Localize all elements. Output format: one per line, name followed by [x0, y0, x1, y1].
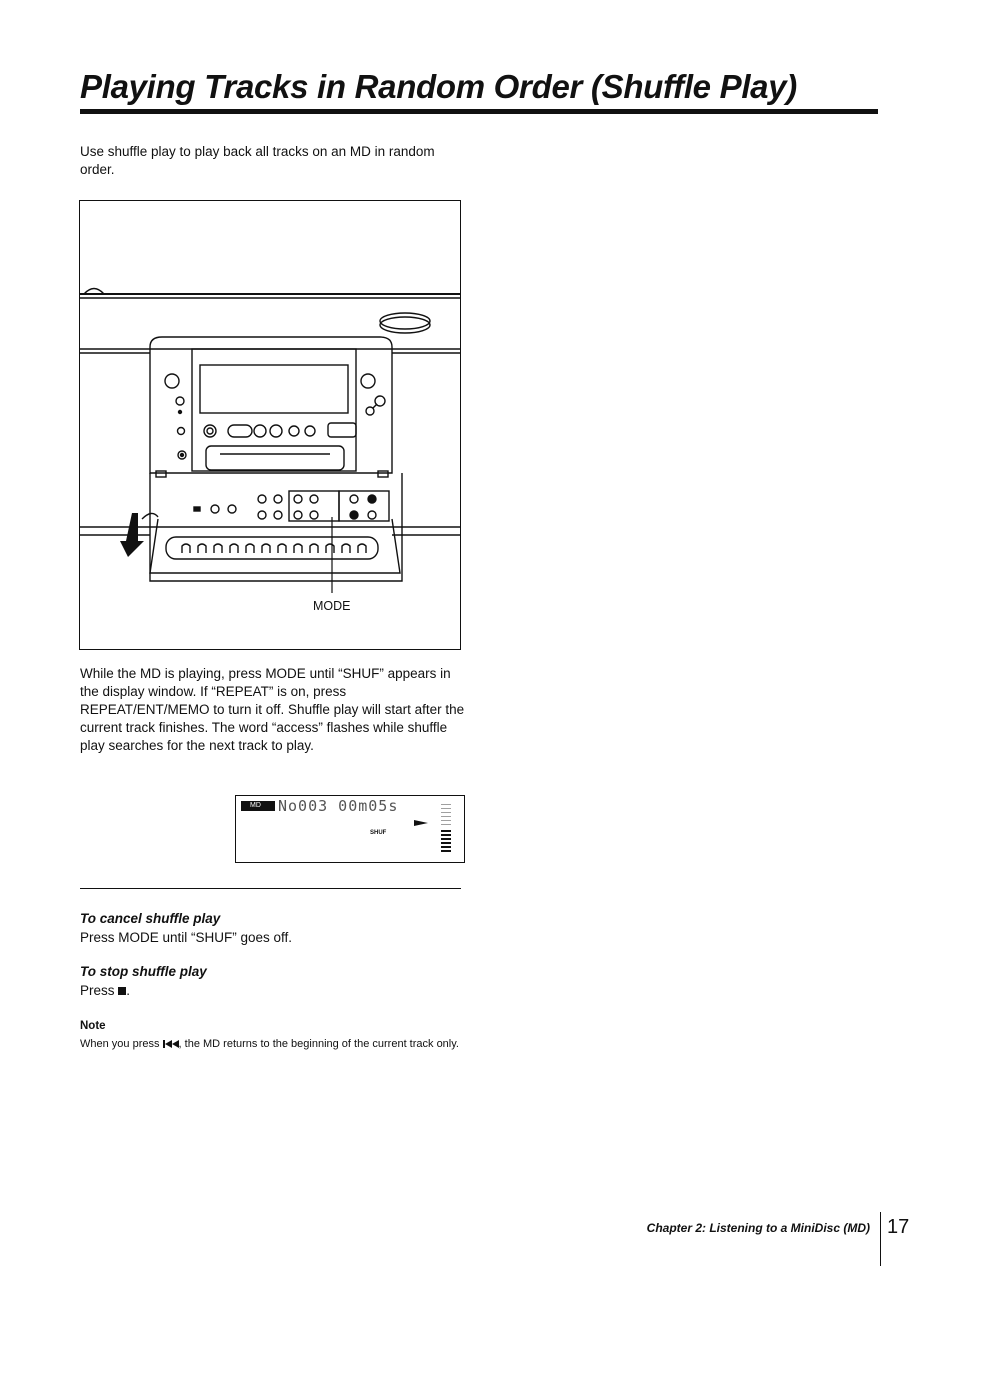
- stereo-drawing: [80, 201, 460, 649]
- stop-heading: To stop shuffle play: [80, 964, 207, 979]
- stop-text-after: .: [126, 983, 131, 998]
- stereo-illustration: [79, 200, 461, 650]
- level-meter-icon: [439, 802, 459, 858]
- cancel-text: Press MODE until “SHUF” goes off.: [80, 930, 293, 945]
- note-text-after: , the MD returns to the beginning of the current track only.: [178, 1038, 459, 1050]
- display-window-illustration: [235, 795, 465, 863]
- note-heading: Note: [80, 1020, 106, 1032]
- play-arrow-icon: [414, 820, 428, 826]
- stop-text-before: Press: [80, 983, 115, 998]
- md-badge-label: MD: [250, 802, 261, 809]
- instructions-paragraph: While the MD is playing, press MODE until “SHUF” appears in the display window. If “REPEAT” is on, press REPEAT/ENT/MEMO to turn it off. Shuffle play will start after the current track finishes. The word “access” flashes while shuffle play searches for the next track to play.: [80, 666, 465, 753]
- shuf-indicator: SHUF: [370, 830, 387, 836]
- intro-paragraph: Use shuffle play to play back all tracks on an MD in random order.: [80, 144, 435, 177]
- cancel-heading: To cancel shuffle play: [80, 911, 221, 926]
- page-number: 17: [887, 1216, 910, 1238]
- previous-track-icon: [163, 1040, 179, 1048]
- note-text: [80, 1036, 460, 1053]
- mode-callout-label: MODE: [313, 599, 351, 613]
- title-rule: [80, 109, 878, 114]
- display-readout: No003 00m05s: [278, 797, 399, 815]
- note-text-before: When you press: [80, 1038, 160, 1050]
- chapter-footer: Chapter 2: Listening to a MiniDisc (MD): [646, 1221, 870, 1235]
- footer-rule: [880, 1212, 881, 1266]
- stop-text: [80, 982, 130, 1000]
- page-title: Playing Tracks in Random Order (Shuffle Play): [80, 68, 797, 105]
- section-divider: [80, 888, 461, 889]
